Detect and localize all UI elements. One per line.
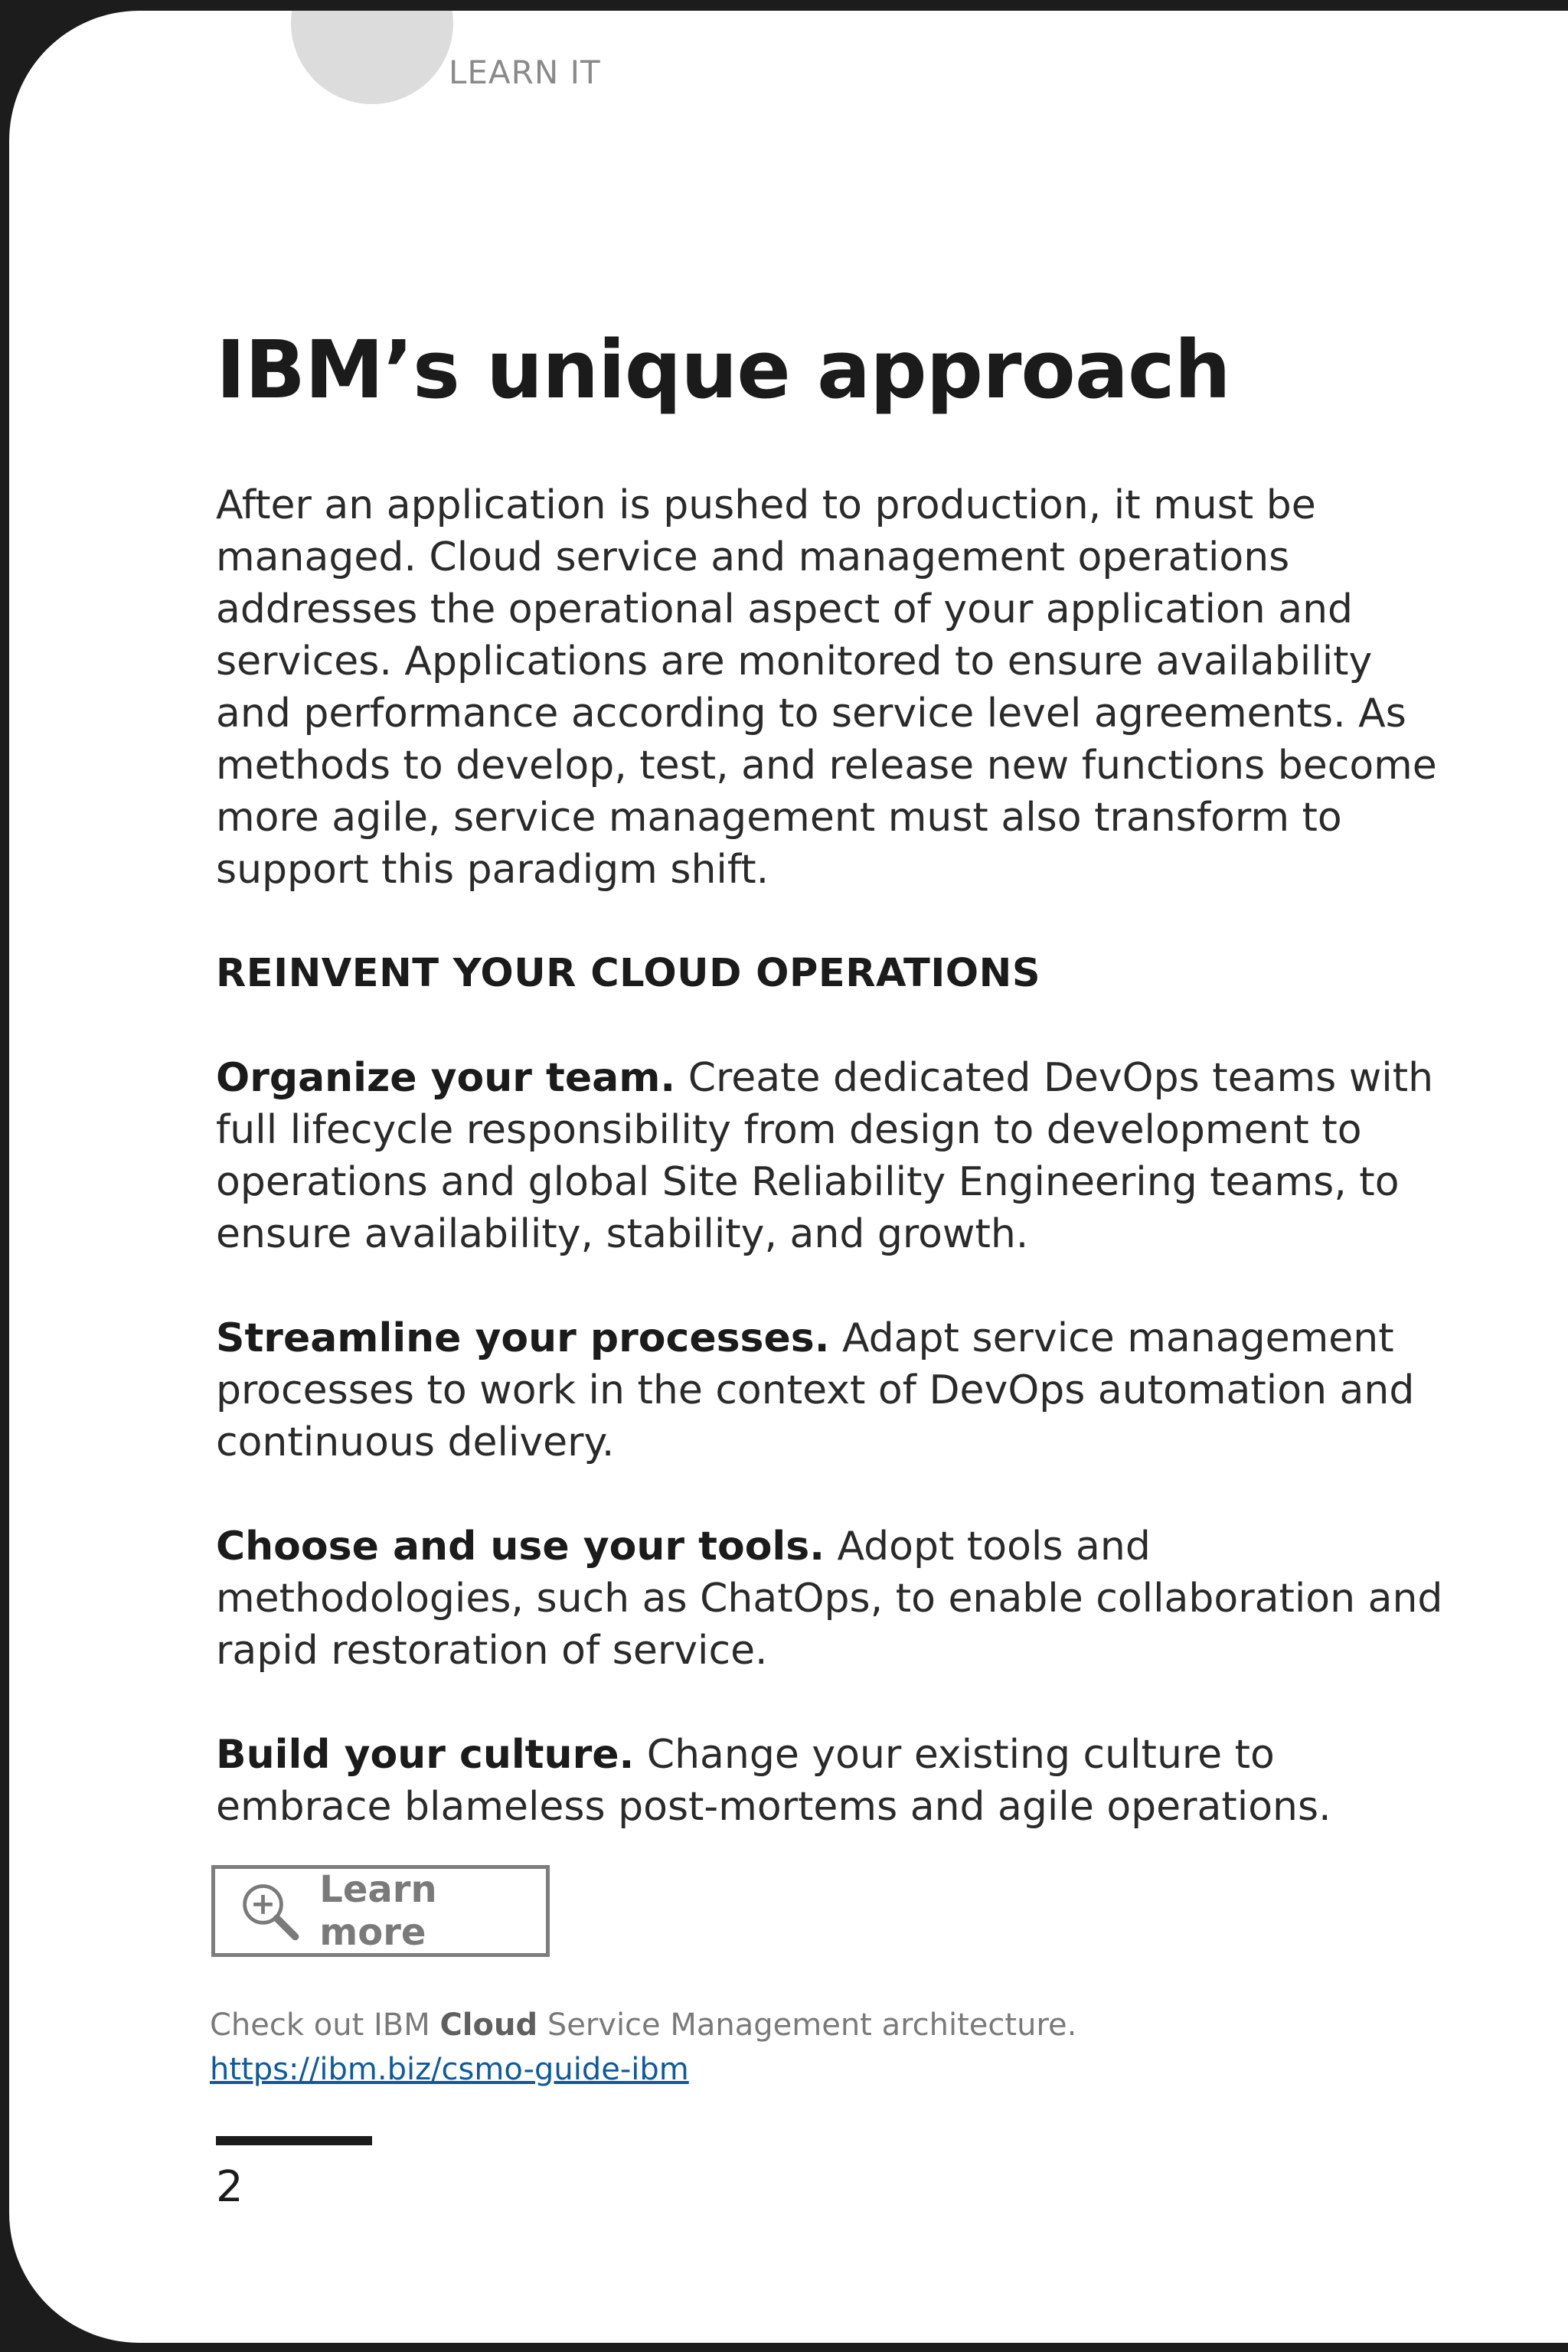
item-text: Create dedicated DevOps teams with full lifecycle responsibility from design to development to operations and global Site Reliability Engineering teams, to ensure availability, stability, and growth.	[216, 1055, 1434, 1257]
item-lead: Choose and use your tools.	[216, 1524, 825, 1570]
item-text: Adapt service management processes to work in the context of DevOps automation and continuous delivery.	[216, 1315, 1415, 1465]
item-lead: Organize your team.	[216, 1055, 676, 1101]
page-title: IBM’s unique approach	[216, 323, 1230, 416]
list-item	[216, 1312, 1456, 1468]
page-card	[9, 11, 1568, 2343]
note-suffix: Service Management architecture.	[537, 2007, 1077, 2043]
learn-more-button[interactable]	[211, 1865, 550, 1957]
learn-more-label: Learn more	[319, 1868, 437, 1954]
learn-more-note	[210, 2007, 1076, 2043]
item-text: Change your existing culture to embrace blameless post-mortems and agile operations.	[216, 1732, 1331, 1830]
architecture-link[interactable]: https://ibm.biz/csmo-guide-ibm	[210, 2052, 689, 2087]
list-item	[216, 1052, 1456, 1260]
section-subheading: REINVENT YOUR CLOUD OPERATIONS	[216, 951, 1041, 996]
decorative-circle	[291, 11, 453, 104]
main-content	[216, 479, 1456, 1833]
item-lead: Build your culture.	[216, 1732, 635, 1778]
page-number: 2	[216, 2162, 243, 2212]
note-bold: Cloud	[439, 2007, 538, 2043]
item-lead: Streamline your processes.	[216, 1315, 830, 1361]
section-label: LEARN IT	[449, 54, 601, 91]
list-item	[216, 1521, 1456, 1677]
footer-rule	[216, 2136, 372, 2145]
list-item	[216, 1729, 1456, 1833]
item-text: Adopt tools and methodologies, such as ChatOps, to enable collaboration and rapid restoration of service.	[216, 1524, 1443, 1674]
note-prefix: Check out IBM	[210, 2007, 440, 2043]
zoom-in-icon	[238, 1878, 301, 1944]
intro-paragraph: After an application is pushed to production, it must be managed. Cloud service and management operations addresses the operational aspect of your application and services. Applications are monitored to ensure availability and performance according to service level agreements. As methods to develop, test, and release new functions become more agile, service management must also transform to support this paradigm shift.	[216, 482, 1437, 893]
